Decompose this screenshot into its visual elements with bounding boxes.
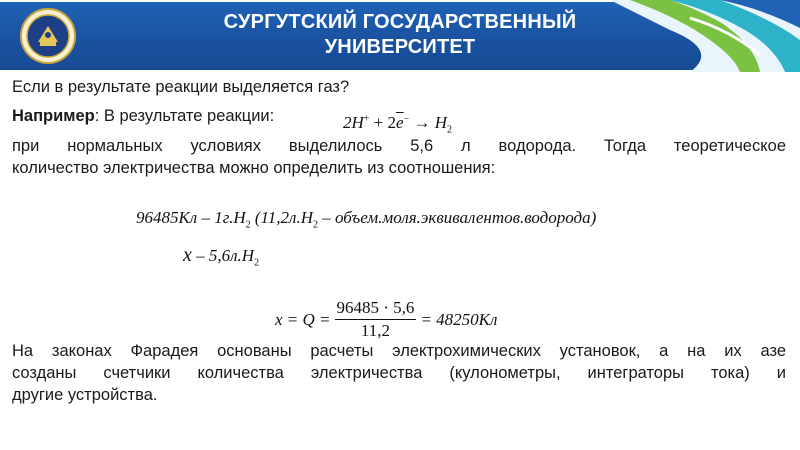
result-fraction — [335, 298, 417, 341]
title-line-1: СУРГУТСКИЙ ГОСУДАРСТВЕННЫЙ — [223, 11, 577, 33]
eq2-unknown: x — [183, 244, 192, 266]
paragraph-conditions-line-2: количество электричества можно определить из соотношения: — [12, 159, 496, 177]
result-numerator: 96485 · 5,6 — [335, 298, 417, 320]
reaction-product-subscript: 2 — [446, 124, 452, 136]
eq2-part: – 5,6л.H — [191, 246, 255, 265]
reaction-electron-charge: − — [403, 113, 410, 125]
reaction-reactant: 2H — [343, 113, 364, 132]
eq1-part-a: 96485Кл – 1г.H — [136, 208, 246, 227]
question-text: Если в результате реакции выделяется газ? — [12, 78, 350, 96]
result-equation — [275, 298, 497, 341]
title-line-2: УНИВЕРСИТЕТ — [324, 36, 476, 58]
proportion-equation-2 — [183, 244, 259, 268]
proportion-equation-1 — [136, 208, 596, 230]
example-line — [12, 105, 274, 127]
result-lhs: x = Q = — [275, 309, 331, 329]
eq1-subscript-1: 2 — [245, 219, 251, 231]
university-logo — [20, 8, 76, 64]
paragraph-faraday-line-3: другие устройства. — [12, 386, 158, 404]
paragraph-faraday — [12, 340, 786, 406]
reaction-charge: + — [363, 113, 370, 125]
reaction-coefficient: + 2 — [369, 113, 397, 132]
reaction-electron: $\overline{e}$ — [396, 113, 404, 132]
reaction-equation — [343, 113, 452, 135]
eq1-part-b: (11,2л.H — [250, 208, 313, 227]
example-label: Например — [12, 107, 95, 125]
eq1-part-c: – объем.моля.эквивалентов.водорода) — [317, 208, 597, 227]
paragraph-faraday-line-2: созданы счетчики количества электричества (кулонометры, интеграторы тока) и — [12, 364, 786, 382]
slide-header — [0, 0, 800, 72]
eq1-subscript-2: 2 — [312, 219, 318, 231]
page-title — [100, 10, 700, 60]
paragraph-conditions — [12, 135, 786, 179]
reaction-product: H — [434, 113, 447, 132]
paragraph-conditions-line-1: при нормальных условиях выделилось 5,6 л водорода. Тогда теоретическое — [12, 137, 786, 155]
result-rhs: = 48250Кл — [420, 309, 498, 329]
paragraph-faraday-line-1: На законах Фарадея основаны расчеты электрохимических установок, а на их азе — [12, 342, 786, 360]
reaction-arrow: → — [409, 113, 435, 132]
result-denominator: 11,2 — [360, 321, 391, 340]
eq2-subscript: 2 — [254, 257, 260, 269]
example-text: : В результате реакции: — [94, 107, 275, 125]
